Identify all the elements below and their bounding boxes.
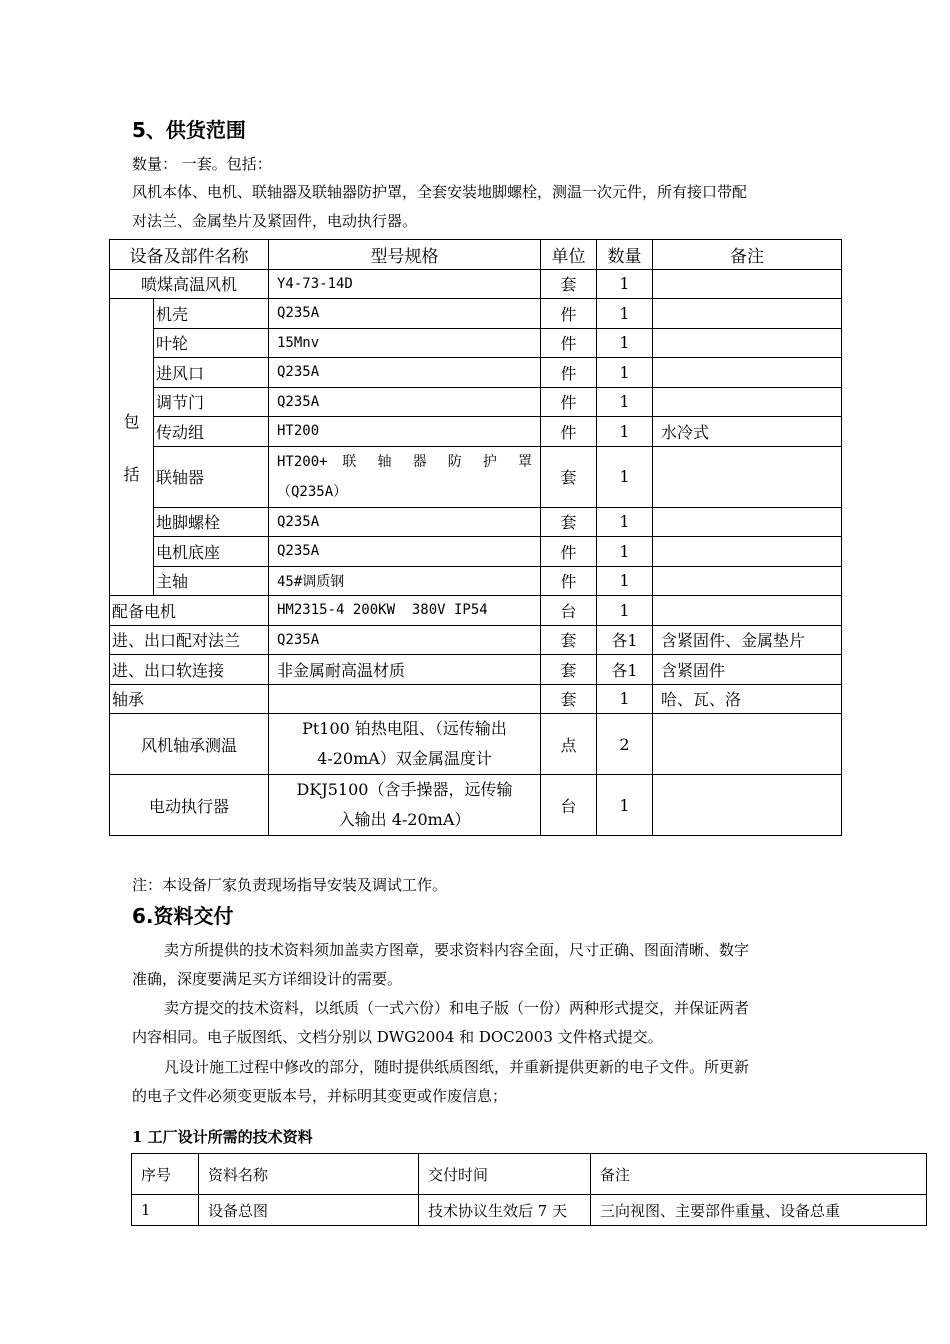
cell-spec-line1: Pt100 铂热电阻、（远传输出 [302, 719, 507, 738]
docs-table [131, 1153, 927, 1226]
cell-unit: 套 [541, 507, 597, 537]
scope-line-2: 对法兰、金属垫片及紧固件，电动执行器。 [132, 212, 418, 230]
cell-spec: Q235A [269, 537, 541, 567]
table-row [110, 537, 842, 567]
cell-unit: 件 [541, 566, 597, 596]
cell-name: 调节门 [154, 387, 269, 417]
cell-spec [269, 684, 541, 714]
cell-name: 电机底座 [154, 537, 269, 567]
include-label-cell [110, 299, 154, 596]
header-note: 备注 [653, 240, 842, 270]
cell-spec: Q235A [269, 625, 541, 655]
cell-note: 含紧固件、金属垫片 [653, 625, 842, 655]
docs-header-note: 备注 [591, 1154, 927, 1195]
table-row [110, 328, 842, 358]
paragraph-2 [132, 994, 822, 1052]
cell-spec [269, 714, 541, 775]
cell-spec [269, 446, 541, 507]
cell-unit: 件 [541, 417, 597, 447]
docs-cell-name: 设备总图 [199, 1195, 419, 1226]
cell-spec-line2: 入输出 4-20mA） [338, 810, 471, 829]
cell-qty: 各1 [597, 655, 653, 685]
cell-note [653, 446, 842, 507]
cell-name: 机壳 [154, 299, 269, 329]
cell-name: 进风口 [154, 358, 269, 388]
docs-cell-note: 三向视图、主要部件重量、设备总重 [591, 1195, 927, 1226]
docs-header-name: 资料名称 [199, 1154, 419, 1195]
header-name: 设备及部件名称 [110, 240, 269, 270]
table-row [110, 446, 842, 507]
section5-title: 5、供货范围 [132, 118, 246, 142]
cell-name: 进、出口配对法兰 [110, 625, 269, 655]
cell-spec: 非金属耐高温材质 [269, 655, 541, 685]
scope-line-1: 风机本体、电机、联轴器及联轴器防护罩，全套安装地脚螺栓，测温一次元件，所有接口带配 [132, 183, 748, 201]
cell-name: 电动执行器 [110, 775, 269, 836]
cell-unit: 件 [541, 537, 597, 567]
cell-spec: 15Mnv [269, 328, 541, 358]
cell-note [653, 328, 842, 358]
cell-qty: 1 [597, 358, 653, 388]
cell-spec: Q235A [269, 358, 541, 388]
cell-qty: 1 [597, 417, 653, 447]
cell-unit: 点 [541, 714, 597, 775]
paragraph-3 [132, 1053, 822, 1111]
table-row [110, 775, 842, 836]
cell-spec-line1: HT200+ 联 轴 器 防 护 罩 [277, 453, 532, 470]
cell-name: 配备电机 [110, 596, 269, 626]
cell-name: 进、出口软连接 [110, 655, 269, 685]
cell-name: 联轴器 [154, 446, 269, 507]
cell-note [653, 775, 842, 836]
docs-header-time: 交付时间 [419, 1154, 591, 1195]
cell-qty: 1 [597, 596, 653, 626]
cell-qty: 1 [597, 387, 653, 417]
cell-note: 水冷式 [653, 417, 842, 447]
cell-name: 叶轮 [154, 328, 269, 358]
table-row [110, 714, 842, 775]
cell-unit: 件 [541, 299, 597, 329]
cell-unit: 台 [541, 596, 597, 626]
cell-qty: 1 [597, 328, 653, 358]
paragraph-1 [132, 936, 822, 994]
cell-spec [269, 775, 541, 836]
cell-qty: 1 [597, 299, 653, 329]
paragraph-3-line1: 凡设计施工过程中修改的部分，随时提供纸质图纸，并重新提供更新的电子文件。所更新 [164, 1058, 750, 1076]
paragraph-2-line1: 卖方提交的技术资料，以纸质（一式六份）和电子版（一份）两种形式提交，并保证两者 [164, 999, 750, 1017]
cell-spec: Q235A [269, 387, 541, 417]
cell-name: 地脚螺栓 [154, 507, 269, 537]
cell-name: 传动组 [154, 417, 269, 447]
cell-spec-line1: DKJ5100（含手操器，远传输 [296, 780, 513, 799]
cell-note [653, 537, 842, 567]
cell-qty: 1 [597, 269, 653, 299]
include-label-2: 括 [123, 465, 140, 484]
paragraph-1-line1: 卖方所提供的技术资料须加盖卖方图章，要求资料内容全面，尺寸正确、图面清晰、数字 [164, 941, 750, 959]
installation-note: 注：本设备厂家负责现场指导安装及调试工作。 [132, 876, 448, 894]
cell-qty: 1 [597, 566, 653, 596]
cell-spec: Q235A [269, 299, 541, 329]
table-row [110, 596, 842, 626]
cell-note [653, 566, 842, 596]
docs-header-row [132, 1154, 927, 1195]
table-row [110, 387, 842, 417]
cell-unit: 件 [541, 328, 597, 358]
table-row [110, 625, 842, 655]
table-row [132, 1195, 927, 1226]
cell-spec: HM2315-4 200KW 380V IP54 [269, 596, 541, 626]
cell-unit: 套 [541, 446, 597, 507]
table-row [110, 269, 842, 299]
cell-qty: 2 [597, 714, 653, 775]
cell-unit: 件 [541, 387, 597, 417]
docs-cell-no: 1 [132, 1195, 199, 1226]
docs-header-no: 序号 [132, 1154, 199, 1195]
docs-subheading: 1 工厂设计所需的技术资料 [132, 1128, 313, 1146]
cell-note [653, 269, 842, 299]
table-header-row [110, 240, 842, 270]
cell-spec-line2: 4-20mA）双金属温度计 [317, 749, 492, 768]
supply-table [109, 239, 842, 836]
cell-qty: 1 [597, 446, 653, 507]
section6-title: 6.资料交付 [132, 904, 234, 928]
cell-unit: 件 [541, 358, 597, 388]
cell-unit: 台 [541, 775, 597, 836]
cell-note [653, 507, 842, 537]
paragraph-1-line2: 准确，深度要满足买方详细设计的需要。 [132, 970, 403, 988]
cell-qty: 1 [597, 537, 653, 567]
cell-spec: HT200 [269, 417, 541, 447]
cell-unit: 套 [541, 269, 597, 299]
table-row [110, 655, 842, 685]
quantity-line: 数量： 一套。包括： [132, 155, 272, 173]
cell-spec: Y4-73-14D [269, 269, 541, 299]
cell-qty: 1 [597, 507, 653, 537]
table-row [110, 358, 842, 388]
header-unit: 单位 [541, 240, 597, 270]
cell-qty: 1 [597, 684, 653, 714]
table-row [110, 417, 842, 447]
table-row [110, 507, 842, 537]
cell-spec: Q235A [269, 507, 541, 537]
cell-note [653, 596, 842, 626]
cell-note [653, 358, 842, 388]
cell-name: 风机轴承测温 [110, 714, 269, 775]
header-qty: 数量 [597, 240, 653, 270]
include-label-1: 包 [123, 412, 140, 431]
cell-unit: 套 [541, 655, 597, 685]
cell-unit: 套 [541, 625, 597, 655]
cell-name: 主轴 [154, 566, 269, 596]
cell-note: 含紧固件 [653, 655, 842, 685]
cell-note [653, 387, 842, 417]
cell-name: 喷煤高温风机 [110, 269, 269, 299]
table-row [110, 566, 842, 596]
paragraph-3-line2: 的电子文件必须变更版本号，并标明其变更或作废信息； [132, 1087, 508, 1105]
cell-note: 哈、瓦、洛 [653, 684, 842, 714]
cell-name: 轴承 [110, 684, 269, 714]
table-row [110, 299, 842, 329]
cell-note [653, 714, 842, 775]
docs-cell-time: 技术协议生效后 7 天 [419, 1195, 591, 1226]
paragraph-2-line2: 内容相同。电子版图纸、文档分别以 DWG2004 和 DOC2003 文件格式提交。 [132, 1028, 663, 1046]
cell-qty: 各1 [597, 625, 653, 655]
cell-note [653, 299, 842, 329]
table-row [110, 684, 842, 714]
header-spec: 型号规格 [269, 240, 541, 270]
cell-spec-line2: （Q235A） [277, 483, 348, 500]
cell-qty: 1 [597, 775, 653, 836]
cell-spec: 45#调质钢 [269, 566, 541, 596]
cell-unit: 套 [541, 684, 597, 714]
